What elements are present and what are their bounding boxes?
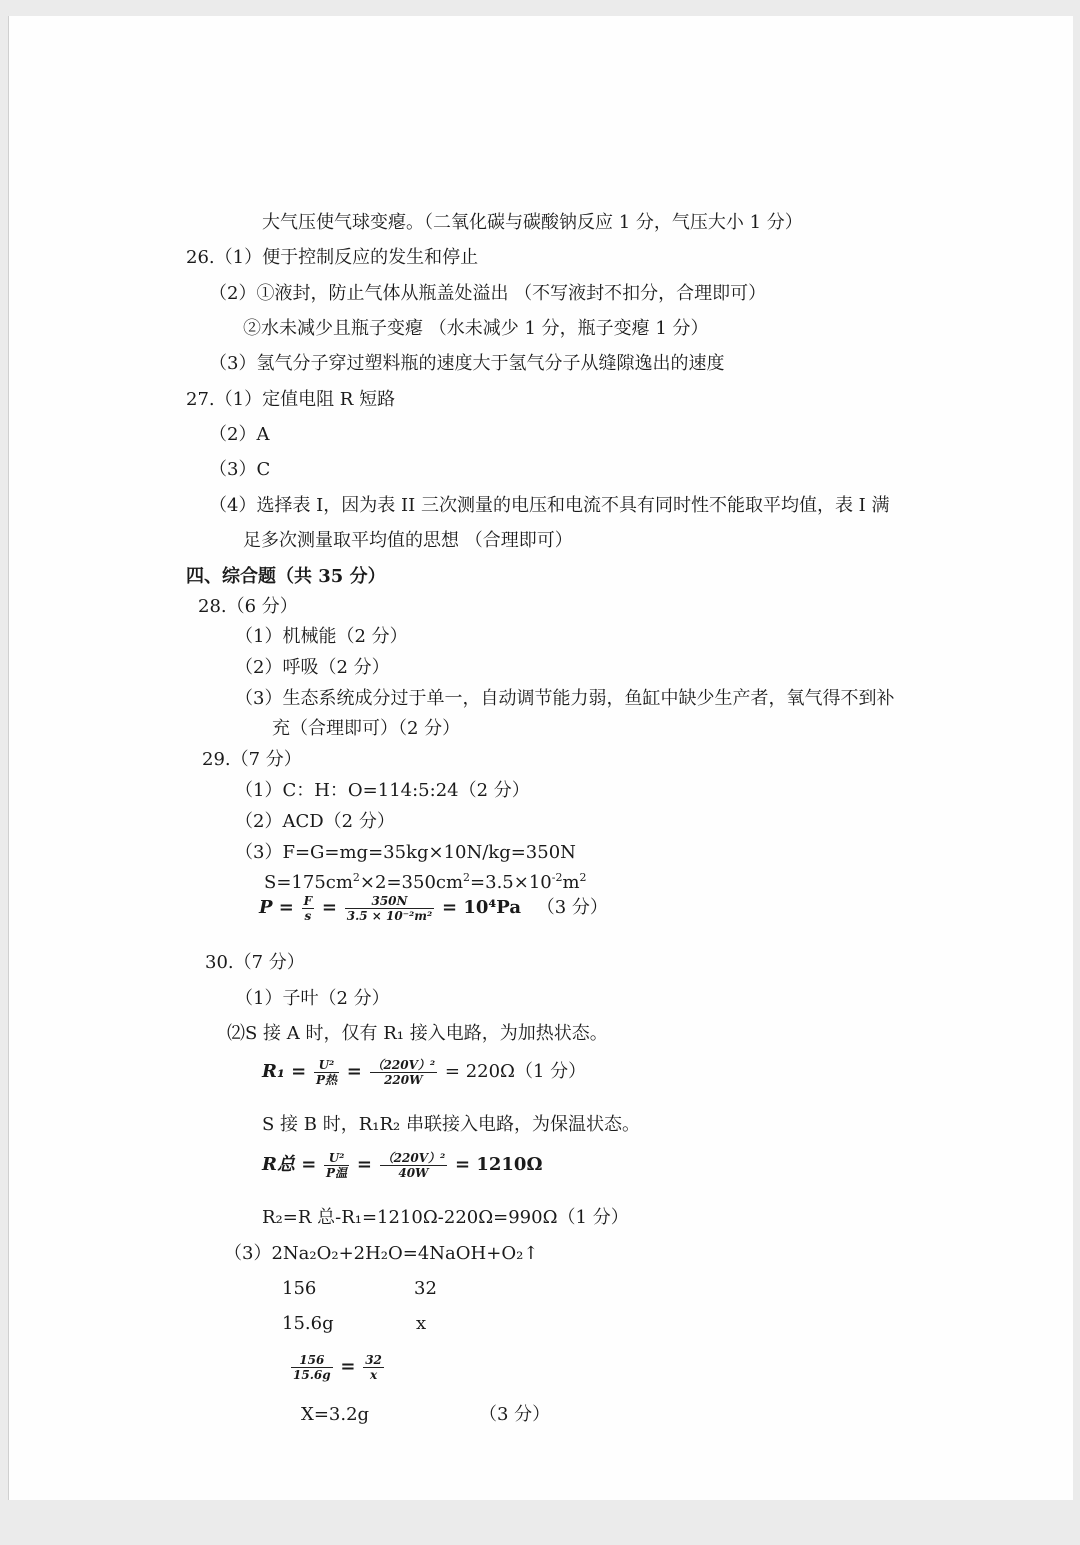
question-29-part-2: （2）ACD（2 分） — [235, 811, 395, 832]
f-over-s-fraction: $\frac{F}{s}$ — [303, 893, 313, 923]
r1-value-fraction: $\frac{\text{（220V）²}}{220W}$ — [371, 1057, 436, 1087]
area-calculation: $S=175cm^2\times 2=350cm^2=3.5\times 10^{-2}m^2$ — [264, 871, 587, 893]
question-28-header: 28.（6 分） — [198, 596, 298, 617]
answer-sheet-page — [8, 16, 1073, 1500]
question-28-part-1: （1）机械能（2 分） — [235, 626, 408, 647]
r2-calculation: R₂=R 总-R₁=1210Ω-220Ω=990Ω（1 分） — [262, 1207, 629, 1228]
pressure-formula: P = $\frac{F}{s}$ = $\frac{350N}{\text{3.5 × 10⁻²m²}}$ = 10⁴Pa （3 分） — [259, 893, 608, 923]
question-30-part-3-equation: （3）2Na₂O₂+2H₂O=4NaOH+O₂↑ — [224, 1243, 539, 1264]
final-score: （3 分） — [479, 1404, 551, 1425]
question-28-part-3-cont: 充（合理即可）（2 分） — [272, 718, 461, 739]
rtotal-lhs: R总 = — [262, 1154, 317, 1175]
pressure-lhs: P = — [259, 897, 294, 918]
ratio-formula: $\frac{156}{15.6g}$ = $\frac{32}{x}$ — [293, 1352, 382, 1382]
pressure-score: （3 分） — [536, 897, 608, 918]
molar-mass-o2: 32 — [414, 1278, 437, 1299]
r1-lhs: R₁ = — [262, 1061, 307, 1082]
question-30-header: 30.（7 分） — [205, 952, 305, 973]
rtotal-formula: R总 = $\frac{\text{U²}}{\text{P温}}$ = $\frac{\text{（220V）²}}{40W}$ = 1210Ω — [262, 1150, 543, 1180]
final-answer: X=3.2g — [301, 1404, 370, 1425]
r1-result: = 220Ω（1 分） — [444, 1061, 587, 1082]
question-26-part-2b: ②水未减少且瓶子变瘪 （水未减少 1 分，瓶子变瘪 1 分） — [243, 318, 709, 339]
question-30-part-2: ⑵S 接 A 时，仅有 R₁ 接入电路，为加热状态。 — [227, 1023, 608, 1044]
question-26-part-2a: （2）①液封，防止气体从瓶盖处溢出 （不写液封不扣分，合理即可） — [209, 283, 767, 304]
question-27-part-4: （4）选择表 I，因为表 II 三次测量的电压和电流不具有同时性不能取平均值，表 I 满 — [209, 495, 890, 516]
question-30-series-line: S 接 B 时，R₁R₂ 串联接入电路，为保温状态。 — [262, 1114, 640, 1135]
pressure-value-fraction: $\frac{350N}{\text{3.5 × 10⁻²m²}}$ — [346, 893, 433, 923]
rtotal-result: = 1210Ω — [455, 1154, 543, 1175]
question-27-part-3: （3）C — [209, 459, 271, 480]
question-28-part-2: （2）呼吸（2 分） — [235, 657, 390, 678]
section-heading: 四、综合题（共 35 分） — [186, 566, 386, 587]
question-29-part-1: （1）C：H：O=114:5:24（2 分） — [235, 780, 530, 801]
given-mass: 15.6g — [282, 1313, 334, 1334]
question-27-part-4-cont: 足多次测量取平均值的思想 （合理即可） — [243, 530, 573, 551]
question-27-part-2: （2）A — [209, 424, 270, 445]
question-29-header: 29.（7 分） — [202, 749, 302, 770]
question-26-part-3: （3）氢气分子穿过塑料瓶的速度大于氢气分子从缝隙逸出的速度 — [209, 353, 725, 374]
question-28-part-3: （3）生态系统成分过于单一，自动调节能力弱，鱼缸中缺少生产者，氧气得不到补 — [235, 688, 895, 709]
answer-line: 大气压使气球变瘪。（二氧化碳与碳酸钠反应 1 分，气压大小 1 分） — [262, 212, 803, 233]
u-squared-over-p-fraction: $\frac{\text{U²}}{\text{P温}}$ — [326, 1150, 348, 1180]
pressure-result: = 10⁴Pa — [441, 897, 521, 918]
question-29-part-3: （3）F=G=mg=35kg×10N/kg=350N — [235, 842, 576, 863]
question-26-part-1: 26.（1）便于控制反应的发生和停止 — [186, 247, 479, 268]
question-30-part-1: （1）子叶（2 分） — [235, 988, 390, 1009]
ratio-right-fraction: $\frac{32}{x}$ — [365, 1352, 382, 1382]
r1-formula: R₁ = $\frac{\text{U²}}{\text{P热}}$ = $\frac{\text{（220V）²}}{220W}$ = 220Ω（1 分） — [262, 1057, 587, 1087]
unknown-mass: x — [416, 1313, 427, 1334]
question-27-part-1: 27.（1）定值电阻 R 短路 — [186, 389, 396, 410]
rtotal-value-fraction: $\frac{\text{（220V）²}}{40W}$ — [381, 1150, 446, 1180]
u-squared-over-p-fraction: $\frac{\text{U²}}{\text{P热}}$ — [315, 1057, 337, 1087]
ratio-left-fraction: $\frac{156}{15.6g}$ — [293, 1352, 331, 1382]
molar-mass-na2o2: 156 — [282, 1278, 317, 1299]
